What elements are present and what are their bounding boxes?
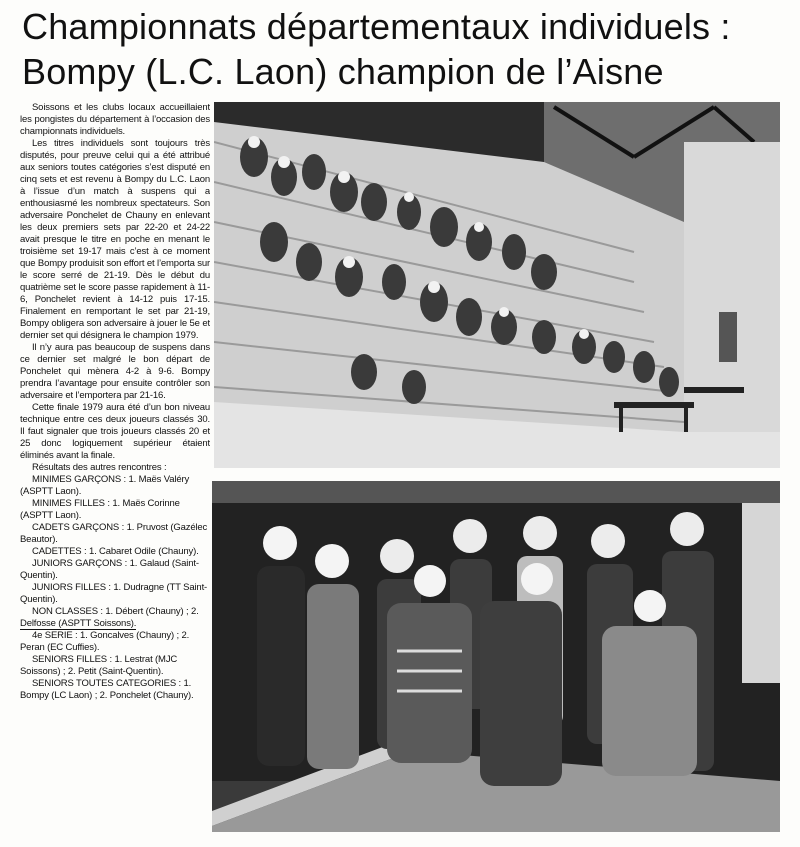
results-heading: Résultats des autres rencontres : bbox=[32, 462, 167, 473]
headline-line-1: Championnats départementaux individuels : bbox=[22, 6, 731, 47]
photo-gymnasium-spectators bbox=[214, 102, 780, 468]
headline-line-2: Bompy (L.C. Laon) champion de l’Aisne bbox=[22, 51, 664, 92]
photo-players-illustration bbox=[212, 481, 780, 832]
article-paragraph: Il n’y aura pas beaucoup de suspens dans ce dernier set malgré le bon départ de Ponchelet qui mènera 4-2 à 9-6. Bompy prendra l’avantage pour ensuite contrôler son adversaire et l’emportera par 21-16. bbox=[20, 342, 210, 401]
result-non-classes bbox=[20, 606, 210, 630]
result-non-classes-second: Delfosse (ASPTT Soissons). bbox=[20, 618, 137, 629]
result-4e-serie: 4e SERIE : 1. Goncalves (Chauny) ; 2. Peran (EC Cuffies). bbox=[20, 630, 190, 653]
result-seniors-toutes-categories: SENIORS TOUTES CATEGORIES : 1. Bompy (LC Laon) ; 2. Ponchelet (Chauny). bbox=[20, 678, 194, 701]
result-cadets-garcons: CADETS GARÇONS : 1. Pruvost (Gazélec Beautor). bbox=[20, 522, 208, 545]
photo-gymnasium-illustration bbox=[214, 102, 780, 468]
article-paragraph: Soissons et les clubs locaux accueillaient les pongistes du département à l’occasion des championnats individuels. bbox=[20, 102, 210, 137]
result-minimes-garcons: MINIMES GARÇONS : 1. Maës Valéry (ASPTT Laon). bbox=[20, 474, 190, 497]
result-juniors-garcons: JUNIORS GARÇONS : 1. Galaud (Saint-Quentin). bbox=[20, 558, 199, 581]
result-seniors-filles: SENIORS FILLES : 1. Lestrat (MJC Soissons) ; 2. Petit (Saint-Quentin). bbox=[20, 654, 178, 677]
result-minimes-filles: MINIMES FILLES : 1. Maës Corinne (ASPTT Laon). bbox=[20, 498, 180, 521]
article-paragraph: Les titres individuels sont toujours très disputés, pour preuve celui qui a été attribué aux seniors toutes catégories s’est disputé en cinq sets et est revenu à Bompy du L.C. Laon à l’issue d’un match à suspens qui a enthousiasmé les nombreux spectateurs. Son adversaire Ponchelet de Chauny en enlevant les deux premiers sets par 22-20 et 24-22 avait presque le titre en poche en menant le troisième set 19-17 mais c’est à ce moment que Bompy produisit son effort et l’emporta sur le score serré de 21-19. Dès le début du quatrième set le score passe rapidement à 11-6, Ponchelet revient à 14-12 puis 17-15. Finalement en remportant le set par 21-19, Bompy obligera son adversaire à jouer le 5e et dernier set qui désignera le champion 1979. bbox=[20, 138, 210, 341]
result-juniors-filles: JUNIORS FILLES : 1. Dudragne (TT Saint-Quentin). bbox=[20, 582, 208, 605]
result-cadettes: CADETTES : 1. Cabaret Odile (Chauny). bbox=[32, 546, 199, 557]
article-column bbox=[20, 102, 210, 832]
photo-players-group bbox=[212, 481, 780, 832]
headline bbox=[22, 4, 792, 94]
result-non-classes-first: NON CLASSES : 1. Débert (Chauny) ; 2. bbox=[32, 606, 199, 617]
article-paragraph: Cette finale 1979 aura été d’un bon niveau technique entre ces deux joueurs classés 30. Il faut signaler que trois joueurs classés 20 et 25 donc logiquement supérieur étaient éliminés avant la finale. bbox=[20, 402, 210, 461]
